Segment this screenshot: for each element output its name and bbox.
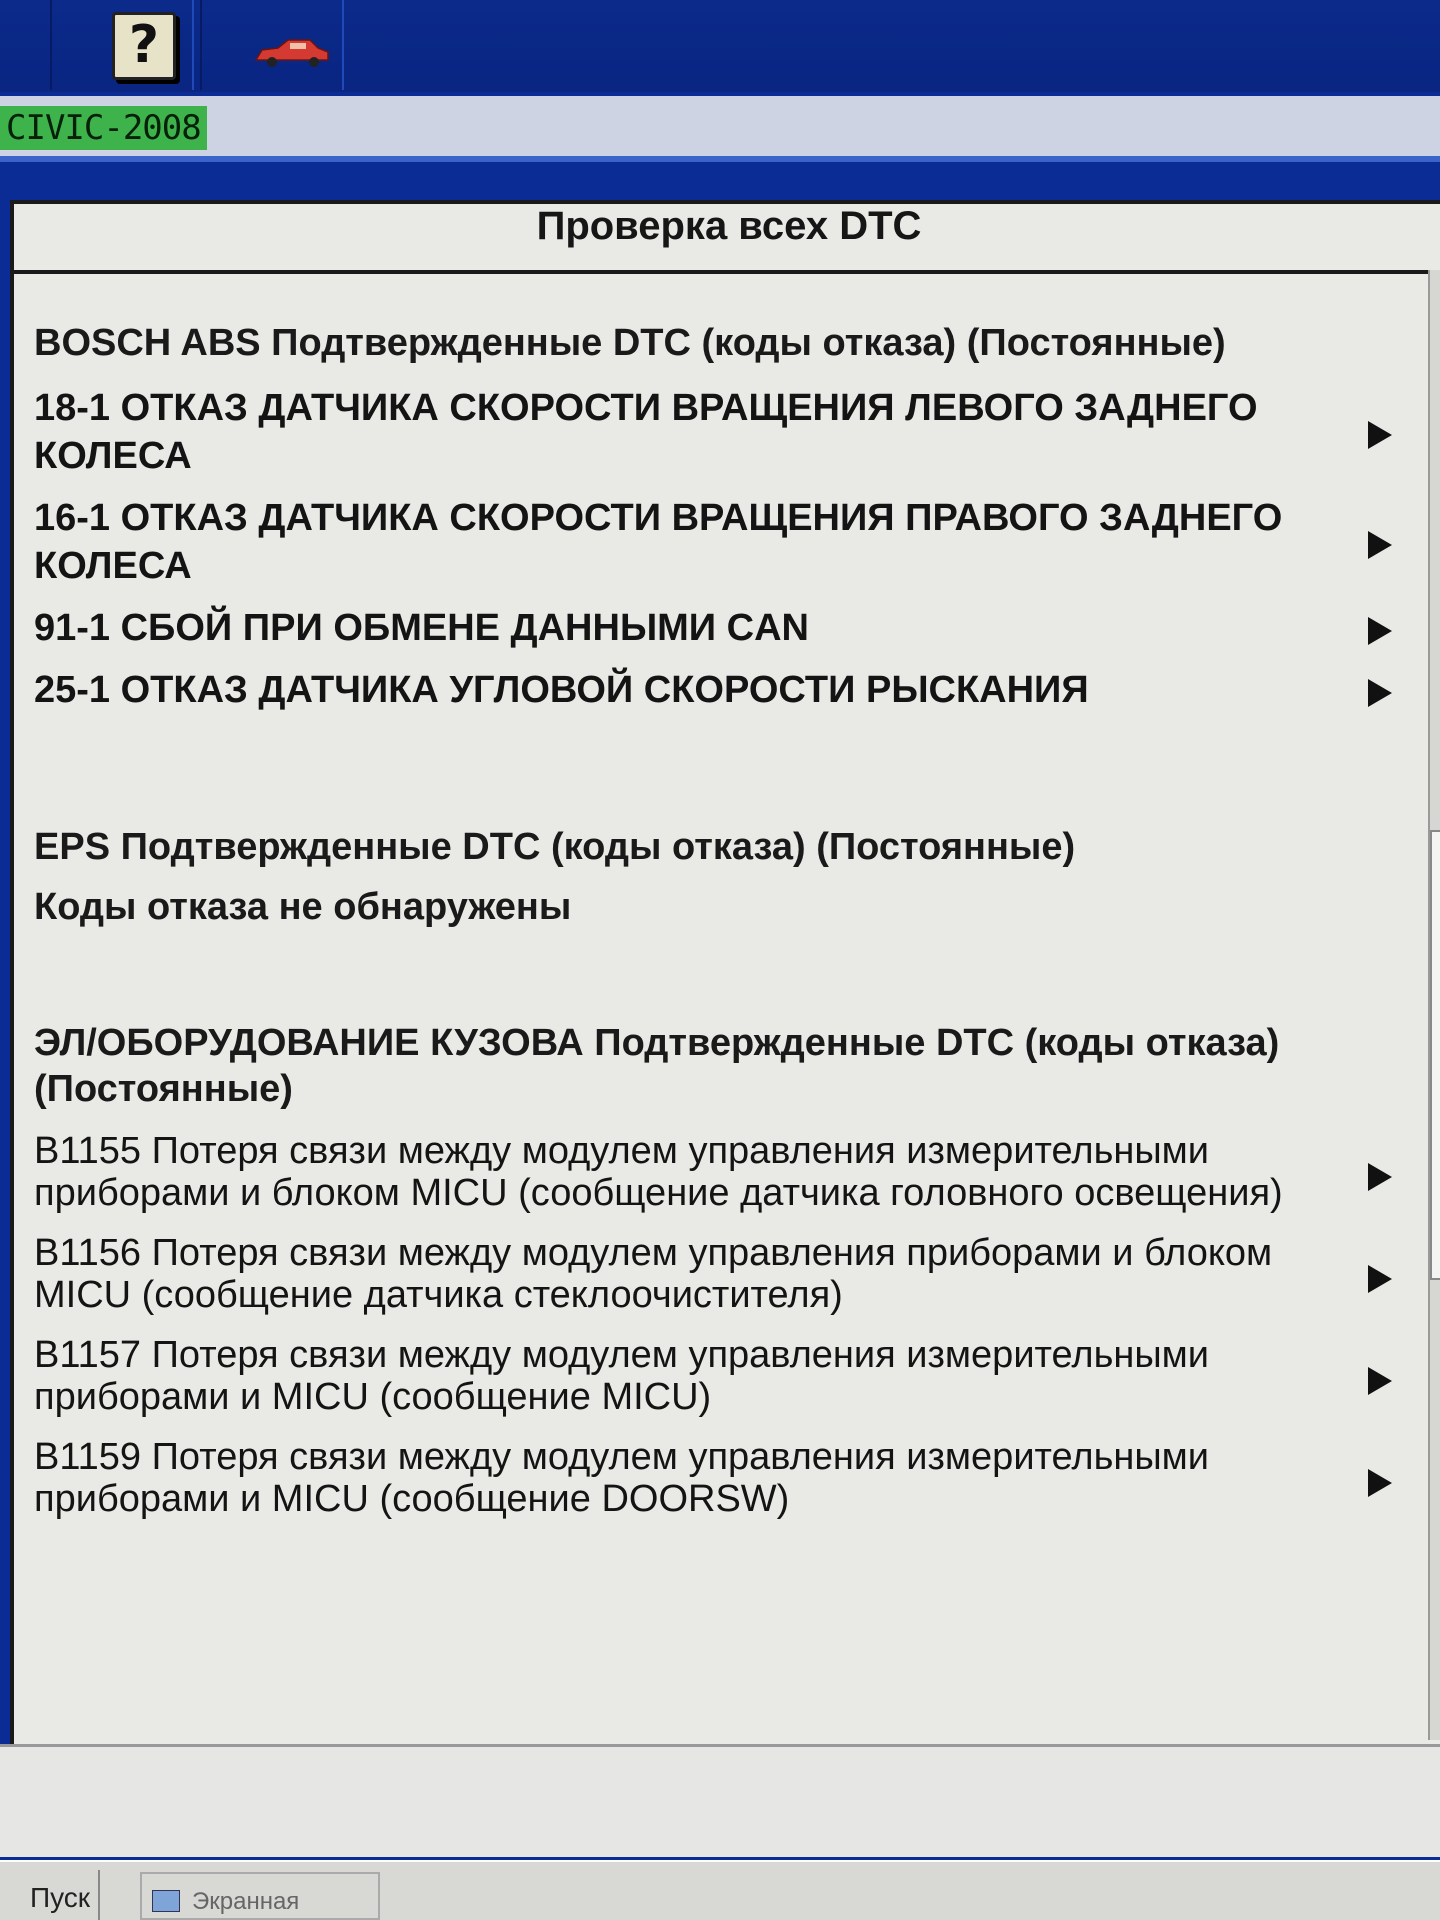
dtc-text: B1156 Потеря связи между модулем управления приборами и блоком MICU (сообщение датчика стеклоочистителя) (34, 1232, 1273, 1316)
lower-panel (0, 1744, 1440, 1857)
dtc-row[interactable] (34, 380, 1414, 490)
vehicle-button[interactable] (200, 0, 344, 90)
scrollbar-thumb[interactable] (1430, 830, 1440, 1280)
help-icon: ? (112, 12, 176, 80)
start-button[interactable]: Пуск (0, 1870, 100, 1920)
arrow-right-icon[interactable] (1368, 617, 1392, 645)
section-header: BOSCH ABS Подтвержденные DTC (коды отказа) (Постоянные) (34, 322, 1226, 364)
taskbar-item[interactable] (140, 1872, 380, 1920)
section-body-electrical (34, 1020, 1414, 1534)
arrow-right-icon[interactable] (1368, 1469, 1392, 1497)
dtc-text: B1159 Потеря связи между модулем управления измерительными приборами и MICU (сообщение DOORSW) (34, 1436, 1210, 1520)
dtc-text: 18-1 ОТКАЗ ДАТЧИКА СКОРОСТИ ВРАЩЕНИЯ ЛЕВОГО ЗАДНЕГО КОЛЕСА (34, 387, 1258, 477)
dtc-row[interactable] (34, 1330, 1414, 1432)
section-eps (34, 824, 1414, 930)
arrow-right-icon[interactable] (1368, 531, 1392, 559)
section-header: ЭЛ/ОБОРУДОВАНИЕ КУЗОВА Подтвержденные DTC (коды отказа) (Постоянные) (34, 1022, 1280, 1110)
section-spacer (34, 724, 1414, 804)
panel-title: Проверка всех DTC (14, 204, 1440, 274)
dtc-text: B1157 Потеря связи между модулем управления измерительными приборами и MICU (сообщение MICU) (34, 1334, 1210, 1418)
taskbar-item-label: Экранная (192, 1888, 300, 1915)
arrow-right-icon[interactable] (1368, 679, 1392, 707)
dtc-row[interactable] (34, 1126, 1414, 1228)
top-toolbar (0, 0, 1440, 92)
arrow-right-icon[interactable] (1368, 1367, 1392, 1395)
status-bar (0, 96, 1440, 162)
arrow-right-icon[interactable] (1368, 421, 1392, 449)
help-button[interactable] (50, 0, 194, 90)
car-icon (252, 38, 332, 68)
vertical-scrollbar[interactable] (1428, 270, 1440, 1740)
dtc-text: 16-1 ОТКАЗ ДАТЧИКА СКОРОСТИ ВРАЩЕНИЯ ПРАВОГО ЗАДНЕГО КОЛЕСА (34, 497, 1283, 587)
section-header: EPS Подтвержденные DTC (коды отказа) (Постоянные) (34, 826, 1076, 868)
arrow-right-icon[interactable] (1368, 1163, 1392, 1191)
arrow-right-icon[interactable] (1368, 1265, 1392, 1293)
section-abs (34, 320, 1414, 724)
dtc-panel (10, 200, 1440, 1744)
dtc-row[interactable] (34, 490, 1414, 600)
no-codes-message: Коды отказа не обнаружены (34, 886, 572, 928)
taskbar (0, 1860, 1440, 1920)
dtc-row[interactable] (34, 1228, 1414, 1330)
vehicle-model-label: CIVIC-2008 (0, 106, 207, 150)
window-icon (152, 1890, 180, 1912)
dtc-row[interactable] (34, 1432, 1414, 1534)
dtc-row[interactable] (34, 662, 1414, 724)
dtc-list (34, 300, 1414, 1534)
dtc-text: 25-1 ОТКАЗ ДАТЧИКА УГЛОВОЙ СКОРОСТИ РЫСКАНИЯ (34, 669, 1089, 711)
dtc-row[interactable] (34, 600, 1414, 662)
section-spacer (34, 950, 1414, 1000)
dtc-text: B1155 Потеря связи между модулем управления измерительными приборами и блоком MICU (сообщение датчика головного освещения) (34, 1130, 1283, 1214)
dtc-text: 91-1 СБОЙ ПРИ ОБМЕНЕ ДАННЫМИ CAN (34, 607, 809, 649)
